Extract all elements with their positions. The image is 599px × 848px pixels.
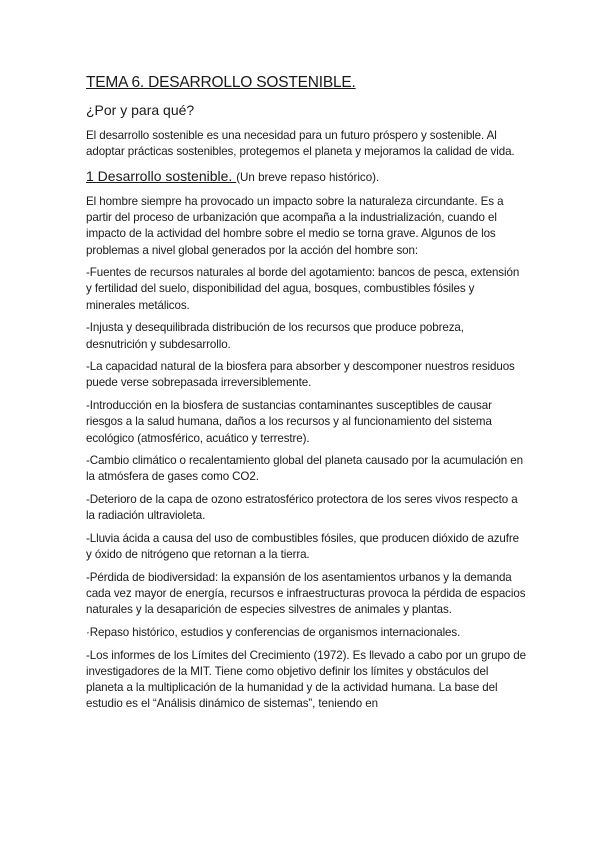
body-paragraph-impact: El hombre siempre ha provocado un impacto sobre la naturaleza circundante. Es a partir del proceso de urbanización que acompaña a la industrialización, cuando el impacto de la actividad del hombre sobre el medio se torna grave. Algunos de los problemas a nivel global generados por la acción del hombre son: bbox=[86, 194, 504, 257]
document-subtitle: ¿Por y para qué? bbox=[86, 102, 195, 118]
list-item-pollutants: -Introducción en la biosfera de sustancias contaminantes susceptibles de causar riesgos a la salud humana, daños a los recursos y al funcionamiento del sistema ecológico (atmosférico, acuático y terrestre). bbox=[86, 399, 492, 445]
document-title: TEMA 6. DESARROLLO SOSTENIBLE. bbox=[86, 74, 356, 91]
section-note: (Un breve repaso histórico). bbox=[236, 170, 380, 184]
list-item-limits-growth: -Los informes de los Límites del Crecimiento (1972). Es llevado a cabo por un grupo de investigadores de la MIT. Tiene como objetivo definir los límites y obstáculos del planeta a la multiplicación de la humanidad y de la actividad humana. La base del estudio es el “Análisis dinámico de sistemas”, teniendo en bbox=[86, 648, 526, 711]
list-item-biodiversity: -Pérdida de biodiversidad: la expansión de los asentamientos urbanos y la demanda cada vez mayor de energía, recursos e infraestructuras provoca la pérdida de espacios naturales y la desaparición de especies silvestres de animales y plantas. bbox=[86, 570, 526, 617]
intro-paragraph: El desarrollo sostenible es una necesidad para un futuro próspero y sostenible. Al adoptar prácticas sostenibles, protegemos el planeta y mejoramos la calidad de vida. bbox=[86, 129, 515, 159]
section-title: 1 Desarrollo sostenible. bbox=[86, 167, 237, 184]
list-item-biosphere-capacity: -La capacidad natural de la biosfera para absorber y descomponer nuestros residuos puede verse sobrepasada irreversiblemente. bbox=[86, 360, 515, 390]
list-item-ozone: -Deterioro de la capa de ozono estratosférico protectora de los seres vivos respecto a la radiación ultravioleta. bbox=[86, 493, 518, 523]
list-item-resources: -Fuentes de recursos naturales al borde del agotamiento: bancos de pesca, extensión y fertilidad del suelo, disponibilidad del agua, bosques, combustibles fósiles y minerales metálicos. bbox=[86, 266, 520, 312]
list-item-climate-change: -Cambio climático o recalentamiento global del planeta causado por la acumulación en la atmósfera de gases como CO2. bbox=[86, 454, 523, 484]
list-item-distribution: -Injusta y desequilibrada distribución de los recursos que produce pobreza, desnutrición y subdesarrollo. bbox=[86, 321, 464, 351]
list-item-acid-rain: -Lluvia ácida a causa del uso de combustibles fósiles, que producen dióxido de azufre y óxido de nitrógeno que retornan a la tierra. bbox=[86, 532, 519, 562]
section-heading bbox=[86, 167, 526, 187]
history-heading: ·Repaso histórico, estudios y conferencias de organismos internacionales. bbox=[86, 626, 461, 640]
document-page bbox=[86, 74, 526, 719]
